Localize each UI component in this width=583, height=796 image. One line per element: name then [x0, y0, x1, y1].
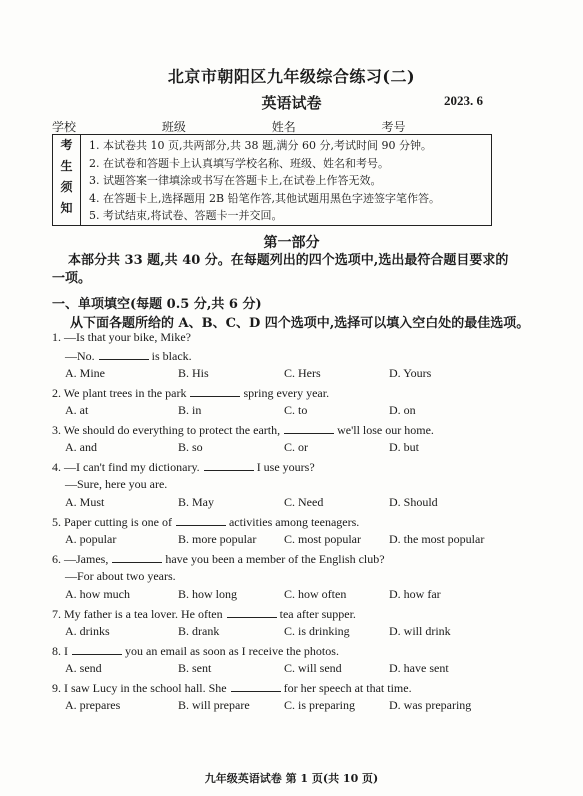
answer-option: B. in — [178, 403, 202, 417]
answer-option: B. how long — [178, 587, 238, 601]
question-text: —Sure, here you are. — [65, 477, 168, 491]
answer-option: B. sent — [178, 661, 212, 675]
exam-subtitle: 英语试卷 — [261, 94, 322, 112]
question-text: Paper cutting is one of — [64, 515, 172, 529]
question-number: 3. — [52, 423, 64, 437]
question-text: I saw Lucy in the school hall. She — [64, 681, 227, 695]
answer-option: D. Should — [389, 495, 438, 509]
section-intro: 本部分共 33 题,共 40 分。在每题列出的四个选项中,选出最符合题目要求的一项。 — [52, 253, 509, 286]
question-text: have you been a member of the English club? — [162, 552, 385, 566]
answer-option: B. His — [178, 366, 209, 380]
student-info-row — [52, 118, 484, 135]
exam-title: 北京市朝阳区九年级综合练习(二) — [167, 67, 416, 86]
question-text: My father is a tea lover. He often — [64, 607, 223, 621]
school-label: 学校 — [52, 120, 77, 134]
answer-option: A. drinks — [65, 624, 110, 638]
question-line — [52, 422, 434, 438]
answer-option: D. how far — [389, 587, 441, 601]
exam-number-label: 考号 — [381, 120, 406, 134]
answer-option: D. will drink — [389, 624, 451, 638]
answer-option: A. and — [65, 440, 97, 454]
class-label: 班级 — [161, 120, 186, 134]
answer-blank — [231, 680, 281, 692]
name-label: 姓名 — [271, 120, 296, 134]
question-text: tea after supper. — [276, 607, 356, 621]
question-line — [52, 330, 191, 345]
answer-blank — [227, 606, 277, 618]
answer-option: C. will send — [284, 661, 342, 675]
question-number: 4. — [52, 460, 64, 474]
answer-option: C. Hers — [284, 366, 321, 380]
answer-option: C. how often — [284, 587, 347, 601]
answer-option: B. so — [178, 440, 203, 454]
answer-option: B. drank — [178, 624, 220, 638]
question-number: 7. — [52, 607, 64, 621]
answer-option: D. on — [389, 403, 416, 417]
question-text: We plant trees in the park — [63, 386, 187, 400]
answer-blank — [72, 643, 122, 655]
question-text: I use yours? — [253, 460, 315, 474]
answer-option: B. more popular — [178, 532, 257, 546]
notice-item: 1. 本试卷共 10 页,共两部分,共 38 题,满分 60 分,考试时间 90 分钟。 — [89, 139, 432, 152]
answer-option: C. to — [284, 403, 308, 417]
answer-option: C. or — [284, 440, 308, 454]
answer-option: C. is drinking — [284, 624, 350, 638]
question-text: spring every year. — [240, 386, 330, 400]
answer-blank — [176, 514, 226, 526]
section-title: 第一部分 — [263, 235, 320, 251]
question-text: —Is that your bike, Mike? — [64, 330, 191, 344]
answer-option: D. the most popular — [389, 532, 485, 546]
answer-blank — [204, 459, 254, 471]
notice-item: 3. 试题答案一律填涂或书写在答题卡上,在试卷上作答无效。 — [89, 174, 382, 187]
answer-option: A. popular — [65, 532, 117, 546]
question-line — [65, 569, 176, 584]
question-text: is black. — [148, 349, 192, 363]
answer-option: C. is preparing — [284, 698, 355, 712]
notice-items — [89, 137, 440, 225]
answer-option: C. most popular — [284, 532, 361, 546]
question-text: activities among teenagers. — [225, 515, 360, 529]
answer-option: C. Need — [284, 495, 324, 509]
part-heading: 一、单项填空(每题 0.5 分,共 6 分) — [52, 297, 262, 312]
answer-option: D. Yours — [389, 366, 432, 380]
question-text: —For about two years. — [65, 569, 176, 583]
question-text: —James, — [64, 552, 109, 566]
question-line — [52, 680, 412, 696]
question-text: you an email as soon as I receive the photos. — [122, 644, 339, 658]
answer-option: B. will prepare — [178, 698, 250, 712]
answer-option: D. was preparing — [389, 698, 472, 712]
question-text: for her speech at that time. — [280, 681, 412, 695]
page-footer: 九年级英语试卷 第 1 页(共 10 页) — [204, 772, 379, 785]
question-text: —No. — [65, 349, 95, 363]
question-line — [52, 514, 359, 530]
question-text: —I can't find my dictionary. — [64, 460, 200, 474]
question-line — [52, 551, 385, 567]
part-instruction: 从下面各题所给的 A、B、C、D 四个选项中,选择可以填入空白处的最佳选项。 — [70, 316, 530, 331]
notice-item: 4. 在答题卡上,选择题用 2B 铅笔作答,其他试题用黑色字迹签字笔作答。 — [89, 191, 441, 205]
answer-option: A. how much — [65, 587, 130, 601]
answer-option: D. but — [389, 440, 419, 454]
question-line — [52, 385, 329, 401]
question-number: 9. — [52, 681, 64, 695]
notice-item: 2. 在试卷和答题卡上认真填写学校名称、班级、姓名和考号。 — [89, 156, 389, 170]
answer-option: A. send — [65, 661, 102, 675]
answer-blank — [112, 551, 162, 563]
answer-option: A. Mine — [65, 366, 105, 380]
answer-blank — [190, 385, 240, 397]
question-line — [52, 606, 356, 622]
answer-option: A. Must — [65, 495, 105, 509]
answer-option: A. prepares — [65, 698, 121, 712]
question-number: 6. — [52, 552, 64, 566]
question-line — [52, 459, 315, 475]
exam-date: 2023. 6 — [444, 93, 483, 108]
answer-blank — [99, 348, 149, 360]
notice-box — [52, 134, 492, 226]
question-line — [65, 477, 167, 492]
answer-blank — [284, 422, 334, 434]
question-number: 8. — [52, 644, 64, 658]
question-number: 5. — [52, 515, 64, 529]
notice-item: 5. 考试结束,将试卷、答题卡一并交回。 — [89, 209, 283, 222]
answer-option: B. May — [178, 495, 214, 509]
answer-option: A. at — [65, 403, 89, 417]
question-text: We should do everything to protect the earth, — [63, 423, 281, 437]
question-text: we'll lose our home. — [334, 423, 434, 437]
question-line — [52, 643, 339, 659]
question-line — [65, 348, 192, 364]
question-number: 1. — [52, 330, 64, 344]
question-number: 2. — [52, 386, 64, 400]
answer-option: D. have sent — [389, 661, 449, 675]
question-text: I — [64, 644, 68, 658]
notice-label: 考 生 须 知 — [53, 135, 81, 225]
